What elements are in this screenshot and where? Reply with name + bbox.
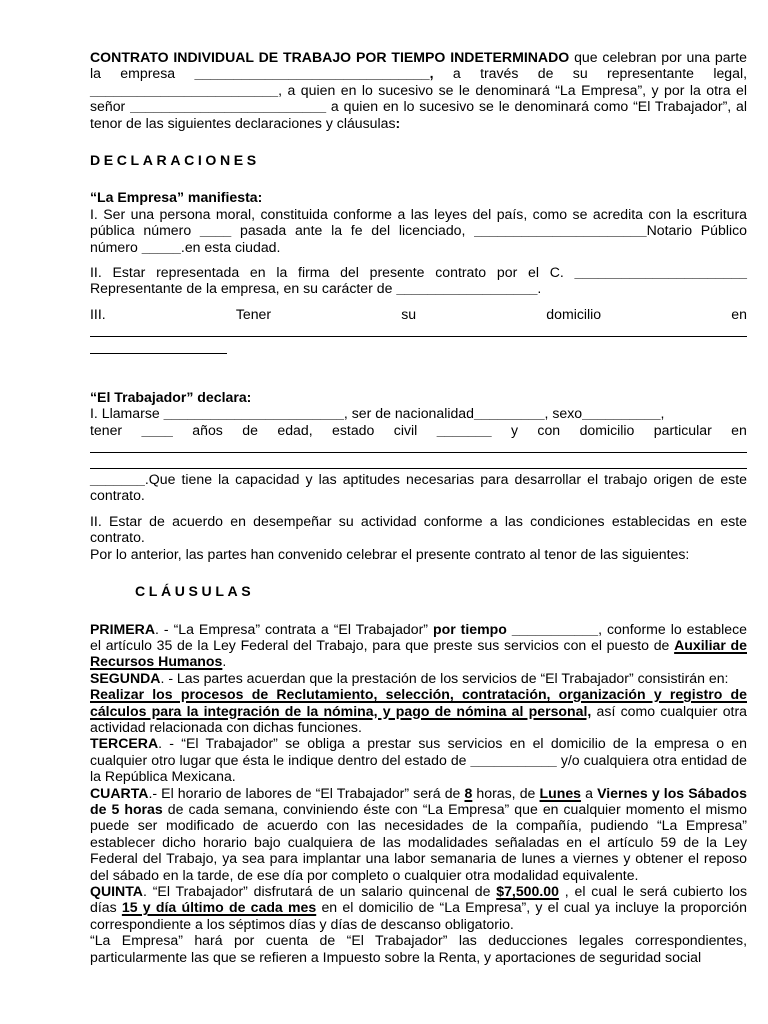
capacidad-text: _______.Que tiene la capacidad y las aptitudes necesarias para desarrollar el trabajo origen de este contrato.: [90, 471, 747, 504]
domicilio-row: III. Tener su domicilio en: [90, 305, 747, 322]
clause-primera: PRIMERA. - “La Empresa” contrata a “El Trabajador” por tiempo ___________, conforme lo establece el artículo 35 de la Ley Federal del Trabajo, para que preste sus servicios con el puesto de Auxiliar de Recursos Humanos.: [90, 620, 747, 670]
dias-pago-value: 15 y día último de cada mes: [121, 899, 317, 916]
declaraciones-heading: DECLARACIONES: [90, 152, 260, 169]
edad-row: tener ____ años de edad, estado civil _______ y con domicilio particular en: [90, 421, 747, 438]
lunes-value: Lunes: [539, 784, 582, 801]
clause-quinta: QUINTA. “El Trabajador” disfrutará de un salario quincenal de $7,500.00 , el cual le será cubierto los días 15 y día último de cada mes en el domicilio de “La Empresa”, y el cual ya incluye la proporción correspondiente a los séptimos días y días de descanso obligatorio.: [90, 883, 747, 932]
domicilio-particular-line-2: [90, 455, 747, 471]
viernes-value: Viernes y los Sábados de 5 horas: [90, 784, 747, 817]
salario-value: $7,500.00: [496, 883, 559, 900]
deducciones-text: “La Empresa” hará por cuenta de “El Trabajador” las deducciones legales correspondientes, particularmente las que se refieren a Impuesto sobre la Renta, y aportaciones de seguridad social: [90, 932, 747, 965]
funciones-value: Realizar los procesos de Reclutamiento, selección, contratación, organización y registro de cálculos para la integración de la nómina, y pago de nómina al personal,: [90, 686, 747, 719]
domicilio-blank-short: [90, 339, 227, 354]
llamarse-row: I. Llamarse _______________________, ser de nacionalidad_________, sexo__________,: [90, 405, 665, 422]
clause-tercera: TERCERA. - “El Trabajador” se obliga a prestar sus servicios en el domicilio de la empresa o en cualquier otro lugar que ésta le indique dentro del estado de ___________ y/o cualquiera otra entidad de la República Mexicana.: [90, 735, 747, 785]
intro-paragraph: CONTRATO INDIVIDUAL DE TRABAJO POR TIEMPO INDETERMINADO que celebran por una parte la empresa ______________________________, a través de su representante legal, ________________________, a quien en lo sucesivo se le denominará “La Empresa”, y por la otra el señor _________________________ a quien en lo sucesivo se le denominará como “El Trabajador”, al tenor de las siguientes declaraciones y cláusulas:: [90, 49, 748, 131]
puesto-value: Auxiliar de Recursos Humanos: [90, 636, 747, 670]
empresa-declaration-iii: [90, 306, 747, 357]
worker-name-blank: _________________________: [130, 98, 327, 115]
trabajador-declaration-i: [90, 405, 747, 503]
clausulas-heading: CLÁUSULAS: [135, 583, 255, 600]
empresa-declaration-ii: II. Estar representada en la firma del presente contrato por el C. ______________________ Representante de la empresa, en su carácter de __________________.: [90, 264, 747, 297]
trabajador-declaration-ii: II. Estar de acuerdo en desempeñar su actividad conforme a las condiciones establecidas en este contrato.: [90, 512, 747, 546]
clause-segunda-funciones: Realizar los procesos de Reclutamiento, selección, contratación, organización y registro de cálculos para la integración de la nómina, y pago de nómina al personal, así como cualquier otra actividad relacionada con dichas funciones.: [90, 686, 747, 735]
empresa-declaration-i: I. Ser una persona moral, constituida conforme a las leyes del país, como se acredita con la escritura pública número ____ pasada ante la fe del licenciado, ______________________Notario Público número _____.en esta ciudad.: [90, 205, 747, 255]
legal-rep-blank: ________________________: [90, 81, 279, 98]
contract-document: [90, 49, 747, 965]
domicilio-particular-line-1: [90, 438, 747, 454]
trabajador-heading: “El Trabajador” declara:: [90, 389, 252, 406]
conclusion-text: Por lo anterior, las partes han convenido celebrar el presente contrato al tenor de las siguientes:: [90, 545, 690, 562]
empresa-heading: “La Empresa” manifiesta:: [90, 189, 263, 206]
company-name-blank: ______________________________,: [194, 65, 434, 82]
clause-cuarta: CUARTA.- El horario de labores de “El Trabajador” será de 8 horas, de Lunes a Viernes y los Sábados de 5 horas de cada semana, conviniendo éste con “La Empresa” que en cualquier momento el mismo puede ser modificado de acuerdo con las necesidades de la compañía, pudiendo “La Empresa” establecer dicho horario bajo cualquiera de las modalidades señaladas en el artículo 59 de la Ley Federal del Trabajo, ya sea para implantar una labor semanaria de lunes a viernes y obtener el reposo del sábado en la tarde, de ese día por completo o cualquier otra modalidad equivalente.: [90, 784, 747, 883]
horas-value: 8: [464, 784, 473, 801]
contract-title: CONTRATO INDIVIDUAL DE TRABAJO POR TIEMPO INDETERMINADO: [90, 49, 570, 65]
domicilio-blank-line: [90, 322, 747, 338]
clause-segunda: SEGUNDA. - Las partes acuerdan que la prestación de los servicios de “El Trabajador” consistirán en:: [90, 669, 729, 686]
